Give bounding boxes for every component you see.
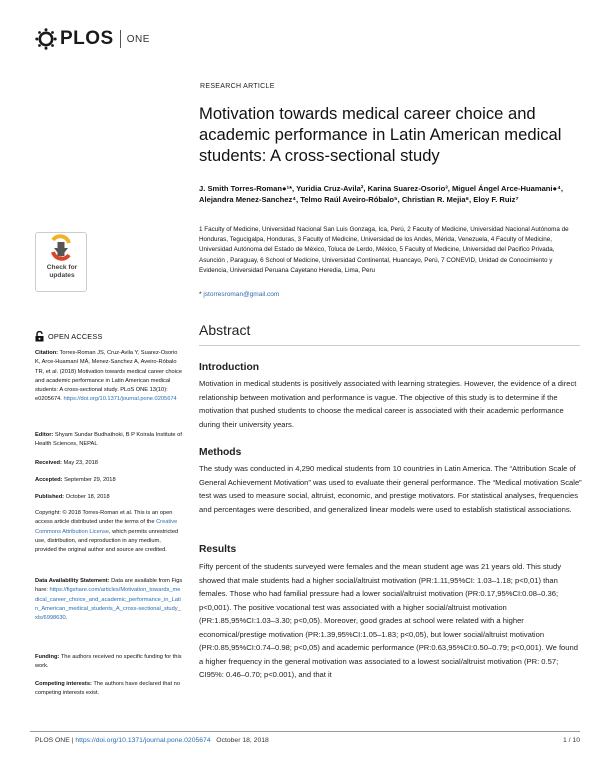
citation-label: Citation: [35, 350, 59, 356]
funding-block [35, 653, 183, 672]
published-date: October 18, 2018 [65, 494, 110, 500]
corresponding-email[interactable]: * jstorresroman@gmail.com [199, 291, 280, 298]
page-footer: PLOS ONE | https://doi.org/10.1371/journal.pone.0205674 October 18, 2018 [35, 737, 269, 744]
results-text: Fifty percent of the students surveyed were females and the mean student age was 21 years old. This study showed that male students had a higher social/altruist motivation (PR:1.11,95%CI: 1.03–1.18; p<0,01) than females. Those who had familial pressure had a lower social/altruist motivation (PR:0.17,95%CI:0.08–0.36; p<0,001). The positive vocational test was associated with a higher social/altruist motivation (PR:1.85,95%CI:1.03–3.30; p<0,05). Moreover, good grades at school were related with a higher economical/prestige motivation (PR:1.39,95%CI:1.05–1.83; p<0,05), but lower social/altruist motivation (PR:0.85,95%CI:0.74–0.98; p<0,05) and academic performance (PR:0.63,95%CI:0.50–0.79; p<0,001). We found a higher frequency in the general motivation was associated to a lowest social/altruist motivation (PR: 0.57; CI95%: 0.46–0.70; p<0.001), and that it [199, 562, 578, 679]
results-heading: Results [199, 544, 237, 555]
footer-journal: PLOS ONE [35, 737, 70, 744]
copyright-text: Copyright: © 2018 Torres-Roman et al. This is an open access article distributed under the terms of the [35, 510, 173, 526]
journal-logo[interactable] [35, 28, 150, 50]
open-access-label: OPEN ACCESS [48, 332, 103, 341]
journal-name: PLOS [60, 28, 114, 49]
footer-rule [30, 731, 580, 732]
funding-text: The authors received no specific funding for this work. [35, 654, 182, 670]
copyright-block [35, 509, 183, 555]
funding-label: Funding: [35, 654, 60, 660]
copyright-text-end: , which permits unrestricted use, distribution, and reproduction in any medium, provided the original author and source are credited. [35, 528, 179, 554]
editor-block [35, 431, 183, 450]
license-link[interactable]: Creative Commons Attribution License [35, 519, 178, 535]
published-block [35, 493, 183, 502]
plos-logo-icon [35, 28, 57, 50]
check-for-updates-badge[interactable] [35, 232, 87, 292]
methods-heading: Methods [199, 447, 242, 458]
data-availability-text: Data are available from Figshare: [35, 578, 183, 594]
introduction-heading: Introduction [199, 362, 260, 373]
received-block [35, 459, 183, 468]
competing-interests-block [35, 680, 183, 699]
citation-doi-link[interactable]: https://doi.org/10.1371/journal.pone.0205674 [63, 396, 177, 403]
citation-text: Torres-Roman JS, Cruz-Avila Y, Suarez-Osorio K, Arce-Huamaní MÁ, Menez-Sanchez A, Aveiro-Róbalo TR, et al. (2018) Motivation towards medical career choice and academic performance in Latin American medical students: A cross-sectional study. PLoS ONE 13(10): e0205674. [35, 350, 182, 403]
page-number: 1 / 10 [562, 737, 580, 744]
accepted-label: Accepted: [35, 477, 63, 483]
introduction-text: Motivation in medical students is positively associated with learning strategies. However, the evidence of a direct relationship between motivation and performance is vague. The objective of this study is to determine if the motivation that pushed students to choose the medical career is associated with their academic performance during their university years. [199, 379, 577, 429]
article-title: Motivation towards medical career choice and academic performance in Latin American medical students: A cross-sectional study [199, 104, 562, 165]
abstract-heading: Abstract [199, 322, 251, 338]
affiliations: 1 Faculty of Medicine, Universidad Nacional San Luis Gonzaga, Ica, Perú, 2 Faculty of Medicine, Universidad Nacional Autónoma de Honduras, Tegucigalpa, Honduras, 3 Faculty of Medicine, Universidad de los Andes, Mérida, Venezuela, 4 Faculty of Medicine, Universidad Autónoma del Estado de México, Toluca de Lerdo, México, 5 Faculty of Medicine, Universidad del Pacifico Privada, Asunción , Paraguay, 6 School of Medicine, Universidad Continental, Huancayo, Perú, 7 CONEVID, Unidad de Conocimiento y Evidencia, Universidad Peruana Cayetano Heredia, Lima, Peru [199, 226, 569, 274]
figshare-link[interactable]: https://figshare.com/articles/Motivation_towards_medical_career_choice_and_academic_performance_in_Latin_American_medical_students_A_cross-sectional_study_xls/6998630 [35, 587, 181, 622]
received-label: Received: [35, 460, 62, 466]
editor-text: Shyam Sundar Budhathoki, B P Koirala Institute of Health Sciences, NEPAL [35, 432, 182, 448]
open-lock-icon [35, 331, 44, 342]
accepted-date: September 29, 2018 [64, 477, 116, 483]
citation-block [35, 349, 183, 405]
check-updates-icon [36, 233, 86, 265]
article-type: RESEARCH ARTICLE [200, 83, 275, 90]
data-availability-label: Data Availability Statement: [35, 578, 110, 584]
check-updates-label[interactable]: Check for updates [46, 264, 78, 279]
email-link[interactable]: jstorresroman@gmail.com [203, 291, 280, 298]
accepted-block [35, 476, 183, 485]
published-label: Published: [35, 494, 65, 500]
competing-interests-text: The authors have declared that no competing interests exist. [35, 681, 181, 697]
competing-interests-label: Competing interests: [35, 681, 92, 687]
journal-subname: ONE [126, 33, 150, 45]
footer-date: October 18, 2018 [216, 737, 269, 744]
logo-divider [120, 30, 121, 48]
open-access [35, 331, 103, 342]
abstract-rule [199, 345, 580, 346]
author-list: J. Smith Torres-Roman●¹*, Yuridia Cruz-Avila², Karina Suarez-Osorio³, Miguel Ángel Arce-Huamani●⁴, Alejandra Menez-Sanchez⁴, Telmo Raúl Aveiro-Róbalo⁵, Christian R. Mejia⁶, Eloy F. Ruiz⁷ [199, 184, 563, 204]
editor-label: Editor: [35, 432, 54, 438]
methods-text: The study was conducted in 4,290 medical students from 10 countries in Latin America. The “Attribution Scale of General Achievement Motivation” was used to evaluate their general performance. The “Medical motivation Scale” test was used to measure social, altruist, economic, and prestige motivators. For statistical analyses, frequencies and percentages were described, and generalized linear models were used to establish statistical associations. [199, 464, 582, 514]
received-date: May 23, 2018 [63, 460, 98, 466]
data-availability-block: Data Availability Statement: Data are available from Figshare: https://figshare.com/articles/Motivation_towards_medical_career_choice_and_academic_performance_in_Latin_American_medical_students_A_cross-sectional_study_xls/6998630. [35, 578, 183, 622]
footer-doi-link[interactable]: https://doi.org/10.1371/journal.pone.0205674 [75, 737, 211, 744]
